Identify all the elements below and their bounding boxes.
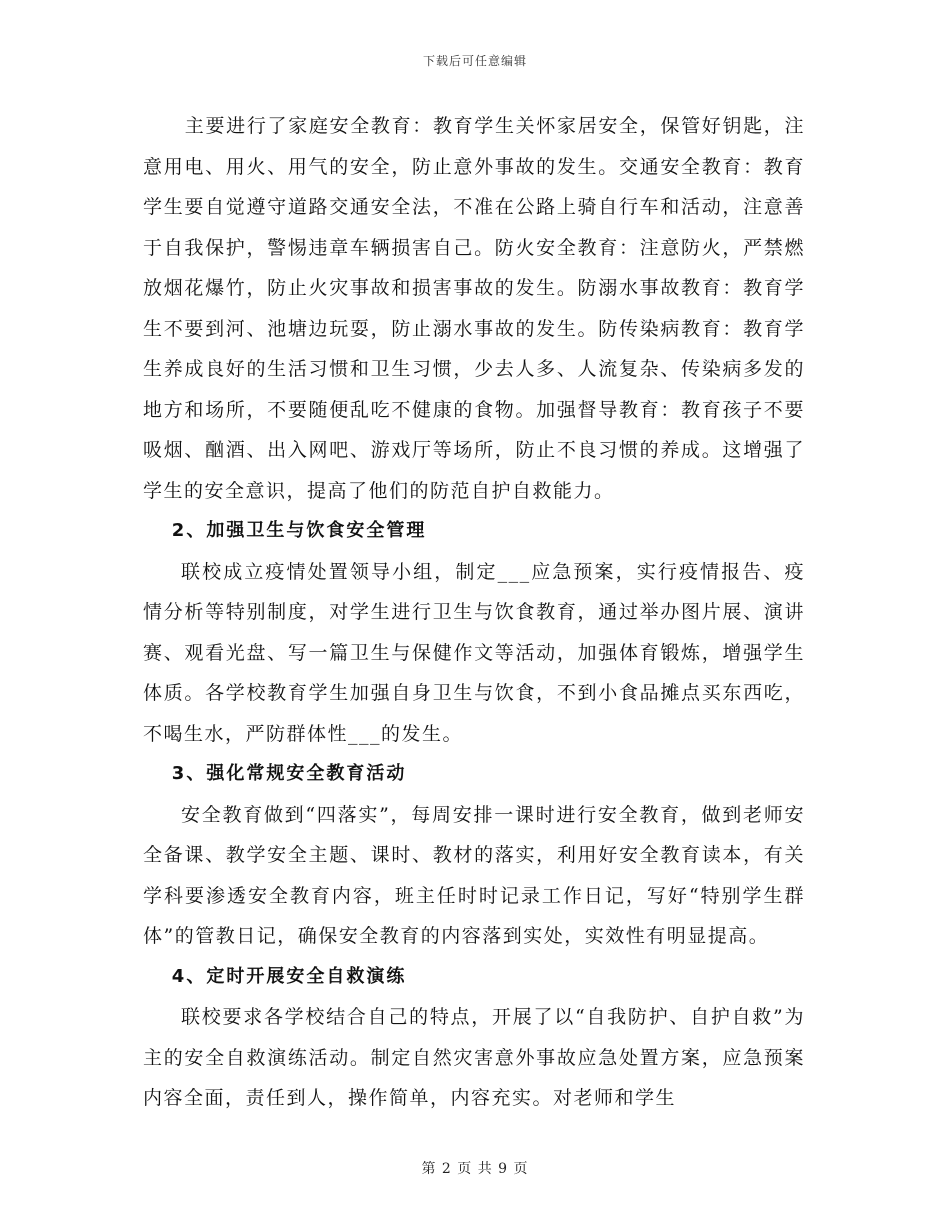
section-heading-drills: 4、定时开展安全自救演练 [171, 965, 407, 987]
paragraph-drills: 联校要求各学校结合自己的特点，开展了以“自我防护、自护自救”为主的安全自救演练活动。制定自然灾害意外事故应急处置方案，应急预案内容全面，责任到人，操作简单，内容充实。对老师和学生 [143, 1006, 805, 1109]
document-body [143, 106, 805, 1119]
paragraph-hygiene: 联校成立疫情处置领导小组，制定___应急预案，实行疫情报告、疫情分析等特别制度，对学生进行卫生与饮食教育，通过举办图片展、演讲赛、观看光盘、写一篇卫生与保健作文等活动，加强体育锻炼，增强学生体质。各学校教育学生加强自身卫生与饮食，不到小食品摊点买东西吃，不喝生水，严防群体性___的发生。 [143, 560, 805, 745]
page-number: 第 2 页 共 9 页 [421, 1161, 529, 1177]
section-heading-hygiene: 2、加强卫生与饮食安全管理 [171, 520, 427, 541]
section-heading-routine-safety: 3、强化常规安全教育活动 [171, 763, 407, 784]
page-header: 下载后可任意编辑 [422, 54, 527, 68]
paragraph-safety-education: 主要进行了家庭安全教育：教育学生关怀家居安全，保管好钥匙，注意用电、用火、用气的安全，防止意外事故的发生。交通安全教育：教育学生要自觉遵守道路交通安全法，不准在公路上骑自行车和活动，注意善于自我保护，警惕违章车辆损害自己。防火安全教育：注意防火，严禁燃放烟花爆竹，防止火灾事故和损害事故的发生。防溺水事故教育：教育学生不要到河、池塘边玩耍，防止溺水事故的发生。防传染病教育：教育学生养成良好的生活习惯和卫生习惯，少去人多、人流复杂、传染病多发的地方和场所，不要随便乱吃不健康的食物。加强督导教育：教育孩子不要吸烟、酗酒、出入网吧、游戏厅等场所，防止不良习惯的养成。这增强了学生的安全意识，提高了他们的防范自护自救能力。 [143, 115, 805, 502]
paragraph-routine-safety: 安全教育做到“四落实”，每周安排一课时进行安全教育，做到老师安全备课、教学安全主题、课时、教材的落实，利用好安全教育读本，有关学科要渗透安全教育内容，班主任时时记录工作日记，写好“特别学生群体”的管教日记，确保安全教育的内容落到实处，实效性有明显提高。 [143, 803, 805, 947]
